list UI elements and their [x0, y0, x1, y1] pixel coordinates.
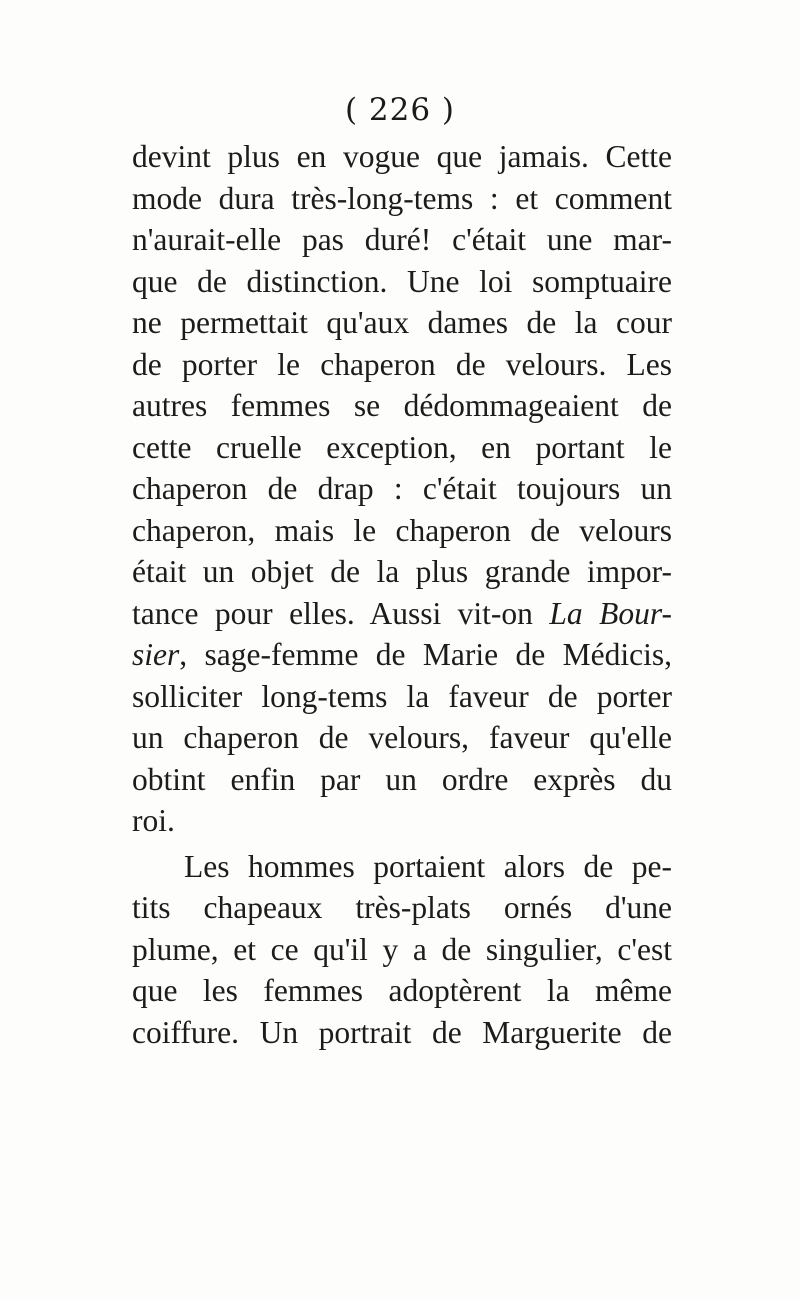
- body-text: [132, 136, 672, 1053]
- text-line: chaperon, mais le chaperon de velours: [132, 512, 672, 548]
- text-line-with-italic: [132, 634, 672, 676]
- text-line: de porter le chaperon de velours. Les: [132, 346, 672, 382]
- text-line: cette cruelle exception, en portant le: [132, 429, 672, 465]
- text-line: chaperon de drap : c'était toujours un: [132, 471, 672, 506]
- text-line: roi.: [132, 803, 175, 838]
- text-line: un chaperon de velours, faveur qu'elle: [132, 720, 672, 755]
- text-line: plume, et ce qu'il y a de singulier, c'est: [132, 931, 672, 967]
- text-span: tance pour elles. Aussi vit-on: [132, 595, 533, 631]
- text-line: que les femmes adoptèrent la même: [132, 973, 672, 1008]
- text-line: solliciter long-tems la faveur de porter: [132, 678, 672, 714]
- text-line: mode dura très-long-tems : et comment: [132, 180, 672, 216]
- italic-name: La Bour-: [549, 595, 672, 631]
- text-line: tits chapeaux très-plats ornés d'une: [132, 890, 672, 925]
- text-line: coiffure. Un portrait de Marguerite de: [132, 1014, 672, 1050]
- text-line: était un objet de la plus grande impor-: [132, 554, 672, 589]
- text-line: Les hommes portaient alors de pe-: [184, 848, 672, 884]
- text-line: obtint enfin par un ordre exprès du: [132, 761, 672, 797]
- text-line: ne permettait qu'aux dames de la cour: [132, 305, 672, 340]
- text-span: , sage-femme de Marie de Médicis,: [179, 637, 672, 672]
- page-number: ( 226 ): [344, 92, 456, 128]
- italic-name: sier: [132, 637, 180, 672]
- text-line: n'aurait-elle pas duré! c'était une mar-: [132, 222, 672, 257]
- paragraph-1: [132, 136, 672, 842]
- text-line: que de distinction. Une loi somptuaire: [132, 263, 672, 299]
- text-line-with-italic: [132, 593, 672, 635]
- text-line: autres femmes se dédommageaient de: [132, 388, 672, 423]
- paragraph-2: [132, 846, 672, 1054]
- text-line: devint plus en vogue que jamais. Cette: [132, 139, 672, 174]
